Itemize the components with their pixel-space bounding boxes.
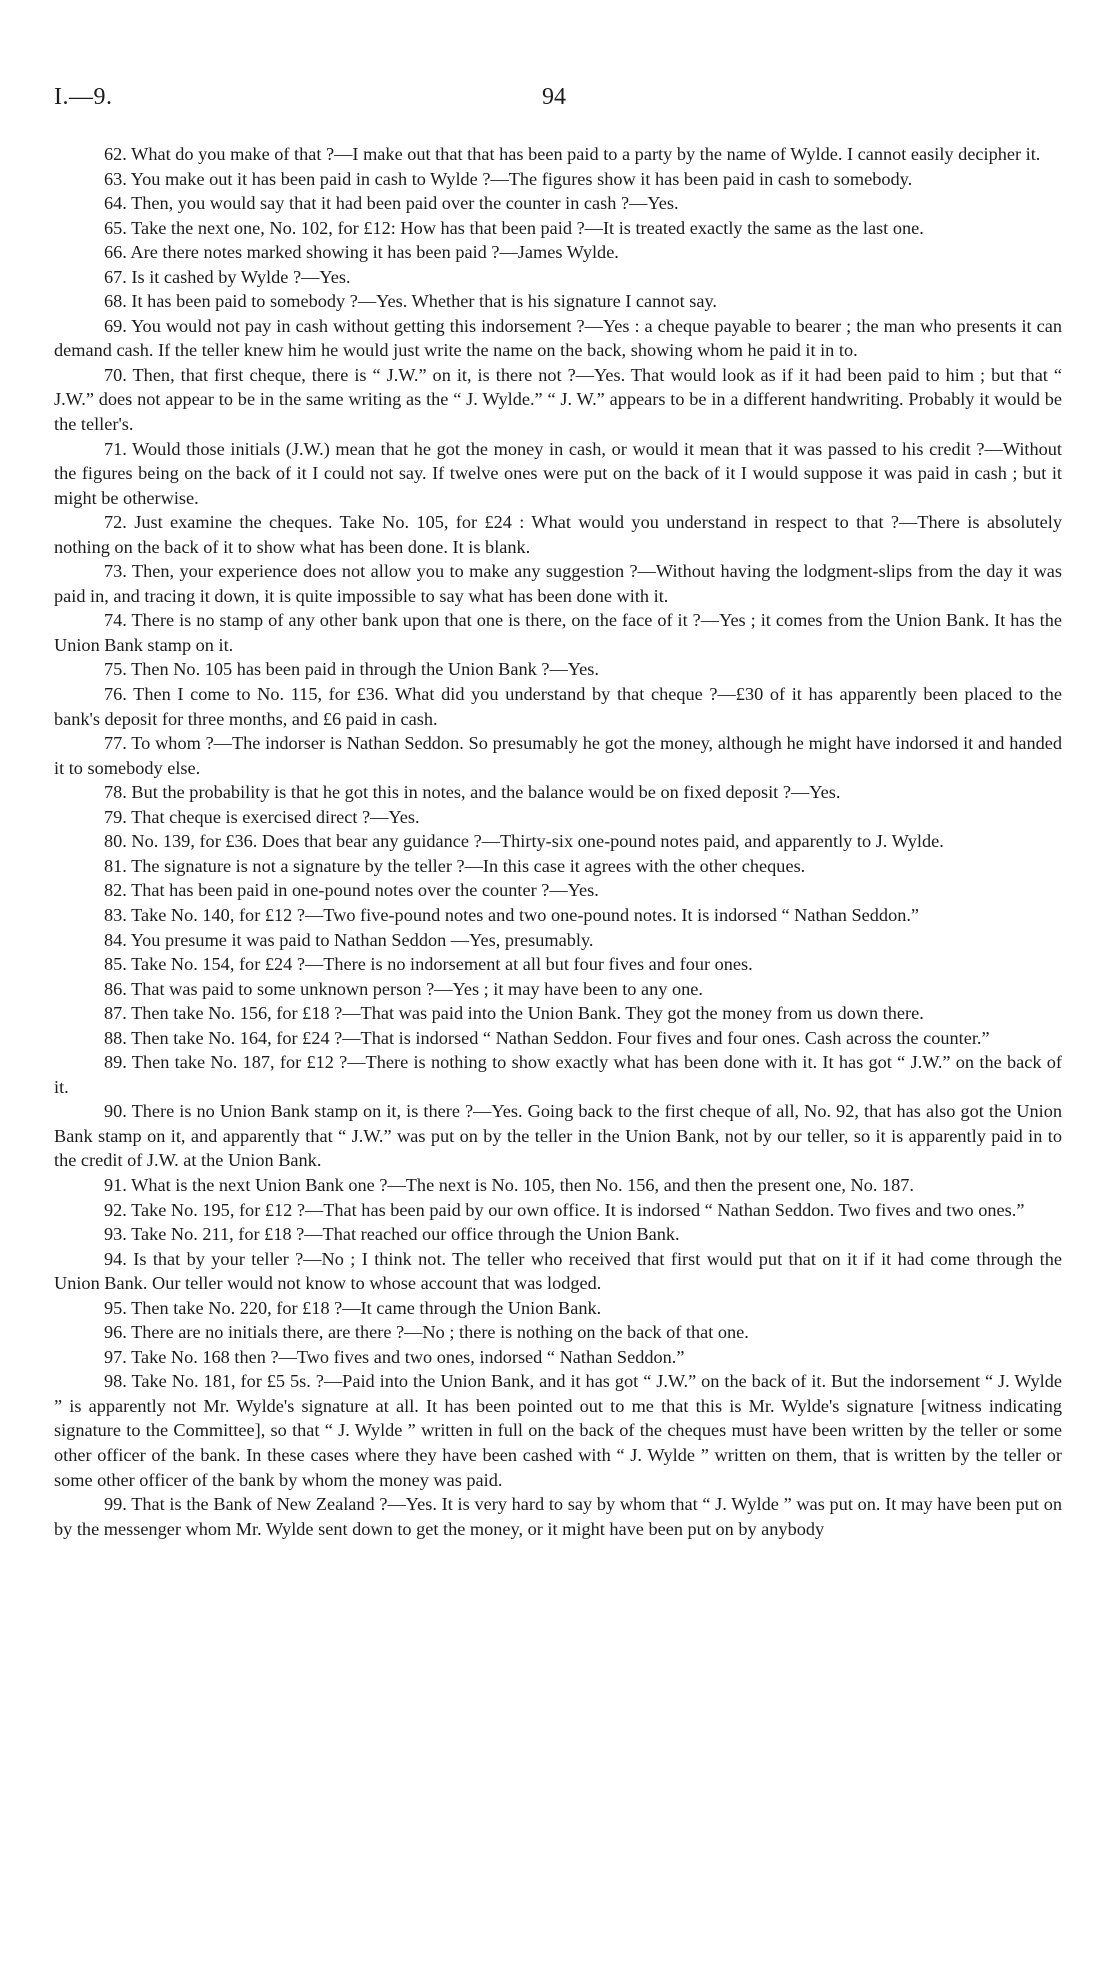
- paragraph-93: 93. Take No. 211, for £18 ?—That reached our office through the Union Bank.: [104, 1224, 680, 1245]
- paragraph-83: 83. Take No. 140, for £12 ?—Two five-pound notes and two one-pound notes. It is indorsed “ Nathan Seddon.”: [104, 904, 920, 925]
- paragraph-68: 68. It has been paid to somebody ?—Yes. Whether that is his signature I cannot say.: [104, 291, 717, 312]
- paragraph-85: 85. Take No. 154, for £24 ?—There is no indorsement at all but four fives and four ones.: [104, 954, 753, 975]
- paragraph-78: 78. But the probability is that he got this in notes, and the balance would be on fixed deposit ?—Yes.: [104, 782, 841, 803]
- paragraph-69: 69. You would not pay in cash without getting this indorsement ?—Yes : a cheque payable to bearer ; the man who presents it can demand cash. If the teller knew him he would just write the name on the back, showing whom he paid it in to.: [54, 315, 1062, 361]
- paragraph-98: 98. Take No. 181, for £5 5s. ?—Paid into the Union Bank, and it has got “ J.W.” on the back of it. But the indorsement “ J. Wylde ” is apparently not Mr. Wylde's signature at all. It has been pointed out to me that this is Mr. Wylde's signature [witness indicating signature to the Committee], so that “ J. Wylde ” written in full on the back of the cheques must have been written by the teller or some other officer of the bank. In these cases where they have been cashed with “ J. Wylde ” written on them, that is written by the teller or some other officer of the bank by whom the money was paid.: [54, 1371, 1062, 1490]
- paragraph-91: 91. What is the next Union Bank one ?—The next is No. 105, then No. 156, and then the present one, No. 187.: [104, 1174, 914, 1195]
- paragraph-95: 95. Then take No. 220, for £18 ?—It came through the Union Bank.: [104, 1297, 602, 1318]
- paragraph-63: 63. You make out it has been paid in cash to Wylde ?—The figures show it has been paid in cash to somebody.: [104, 168, 913, 189]
- paragraph-96: 96. There are no initials there, are there ?—No ; there is nothing on the back of that one.: [104, 1322, 749, 1343]
- paragraph-90: 90. There is no Union Bank stamp on it, is there ?—Yes. Going back to the first cheque of all, No. 92, that has also got the Union Bank stamp on it, and apparently that “ J.W.” was put on by the teller in the Union Bank, not by our teller, so it is apparently paid in to the credit of J.W. at the Union Bank.: [54, 1101, 1062, 1171]
- paragraph-99: 99. That is the Bank of New Zealand ?—Yes. It is very hard to say by whom that “ J. Wylde ” was put on. It may have been put on by the messenger whom Mr. Wylde sent down to get the money, or it might have been put on by anybody: [54, 1494, 1062, 1539]
- paragraph-62: 62. What do you make of that ?—I make out that that has been paid to a party by the name of Wylde. I cannot easily decipher it.: [104, 144, 1041, 164]
- paragraph-94: 94. Is that by your teller ?—No ; I think not. The teller who received that first would put that on it if it had come through the Union Bank. Our teller would not know to whose account that was lodged.: [54, 1248, 1062, 1294]
- paragraph-97: 97. Take No. 168 then ?—Two fives and two ones, indorsed “ Nathan Seddon.”: [104, 1346, 685, 1367]
- document-reference: I.—9.: [54, 84, 113, 110]
- paragraph-66: 66. Are there notes marked showing it has been paid ?—James Wylde.: [104, 242, 619, 263]
- paragraph-87: 87. Then take No. 156, for £18 ?—That was paid into the Union Bank. They got the money from us down there.: [104, 1003, 924, 1024]
- paragraph-82: 82. That has been paid in one-pound notes over the counter ?—Yes.: [104, 880, 599, 901]
- paragraph-77: 77. To whom ?—The indorser is Nathan Seddon. So presumably he got the money, although he might have indorsed it and handed it to somebody else.: [54, 733, 1062, 778]
- paragraph-71: 71. Would those initials (J.W.) mean that he got the money in cash, or would it mean that it was passed to his credit ?—Without the figures being on the back of it I could not say. If twelve ones were put on the back of it I would suppose it was paid in cash ; but it might be otherwise.: [54, 438, 1062, 508]
- page-number: 94: [542, 84, 566, 110]
- paragraph-64: 64. Then, you would say that it had been paid over the counter in cash ?—Yes.: [104, 193, 679, 214]
- paragraph-92: 92. Take No. 195, for £12 ?—That has been paid by our own office. It is indorsed “ Nathan Seddon. Two fives and two ones.”: [104, 1199, 1025, 1220]
- document-body: [54, 142, 1062, 1541]
- paragraph-75: 75. Then No. 105 has been paid in through the Union Bank ?—Yes.: [104, 659, 599, 680]
- paragraph-84: 84. You presume it was paid to Nathan Seddon —Yes, presumably.: [104, 929, 594, 950]
- paragraph-65: 65. Take the next one, No. 102, for £12: How has that been paid ?—It is treated exactly the same as the last one.: [104, 217, 924, 238]
- paragraph-81: 81. The signature is not a signature by the teller ?—In this case it agrees with the other cheques.: [104, 855, 806, 876]
- paragraph-86: 86. That was paid to some unknown person ?—Yes ; it may have been to any one.: [104, 978, 703, 999]
- paragraph-88: 88. Then take No. 164, for £24 ?—That is indorsed “ Nathan Seddon. Four fives and four ones. Cash across the counter.”: [104, 1027, 990, 1048]
- paragraph-70: 70. Then, that first cheque, there is “ J.W.” on it, is there not ?—Yes. That would look as if it had been paid to him ; but that “ J.W.” does not appear to be in the same writing as the “ J. Wylde.” “ J. W.” appears to be in a different handwriting. Probably it would be the teller's.: [54, 364, 1062, 435]
- paragraph-74: 74. There is no stamp of any other bank upon that one is there, on the face of it ?—Yes ; it comes from the Union Bank. It has the Union Bank stamp on it.: [54, 610, 1062, 655]
- paragraph-76: 76. Then I come to No. 115, for £36. What did you understand by that cheque ?—£30 of it has apparently been placed to the bank's deposit for three months, and £6 paid in cash.: [54, 684, 1062, 729]
- paragraph-72: 72. Just examine the cheques. Take No. 105, for £24 : What would you understand in respect to that ?—There is absolutely nothing on the back of it to show what has been done. It is blank.: [54, 512, 1062, 557]
- paragraph-80: 80. No. 139, for £36. Does that bear any guidance ?—Thirty-six one-pound notes paid, and apparently to J. Wylde.: [104, 831, 944, 852]
- paragraph-79: 79. That cheque is exercised direct ?—Yes.: [104, 806, 420, 827]
- paragraph-89: 89. Then take No. 187, for £12 ?—There is nothing to show exactly what has been done with it. It has got “ J.W.” on the back of it.: [54, 1052, 1062, 1097]
- paragraph-73: 73. Then, your experience does not allow you to make any suggestion ?—Without having the lodgment-slips from the day it was paid in, and tracing it down, it is quite impossible to say what has been done with it.: [54, 561, 1062, 606]
- paragraph-67: 67. Is it cashed by Wylde ?—Yes.: [104, 266, 351, 287]
